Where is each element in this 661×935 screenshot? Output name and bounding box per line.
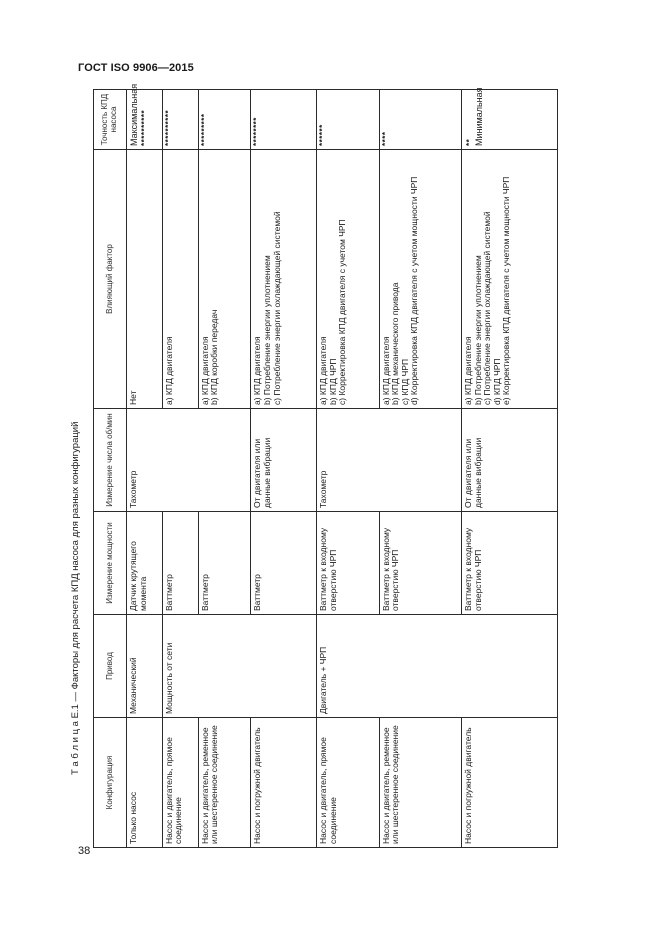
page-number: 38	[78, 845, 91, 857]
factor-item: a) КПД двигателя	[380, 336, 391, 405]
cell-config: Насос и погружной двигатель	[251, 718, 317, 848]
cell-speed: Тахометр	[127, 409, 251, 512]
factor-item: a) КПД двигателя	[463, 336, 474, 405]
cell-factor	[198, 150, 251, 409]
document-header: ГОСТ ISO 9906—2015	[78, 62, 194, 74]
table-row	[251, 90, 317, 848]
cell-power: Ваттметр	[198, 512, 251, 615]
cell-drive: Мощность от сети	[162, 615, 316, 718]
accuracy-stars: ******	[317, 90, 379, 150]
accuracy-stars: ****	[379, 90, 462, 150]
col-header-factor: Влияющий фактор	[94, 150, 127, 409]
cell-factor: a) КПД двигателя	[162, 150, 198, 409]
table-caption: Т а б л и ц а Е.1 — Факторы для расчета КПД насоса для разных конфигураций	[70, 421, 81, 775]
factor-item: c) Потребление энергии охлаждающей системой	[482, 211, 493, 405]
cell-config: Насос и погружной двигатель	[462, 718, 558, 848]
col-header-config: Конфигурация	[94, 718, 127, 848]
factor-item: b) КПД ЧРП	[327, 358, 338, 405]
cell-power: Ваттметр	[251, 512, 317, 615]
col-header-speed: Измерение числа об/мин	[94, 409, 127, 512]
cell-config: Только насос	[127, 718, 163, 848]
cell-factor	[251, 150, 317, 409]
cell-factor	[317, 150, 379, 409]
rotated-table-block	[70, 83, 560, 848]
cell-speed: От двигателя или данные вибрации	[251, 409, 317, 512]
factor-item: b) Потребление энергии уплотнением	[262, 255, 272, 405]
factor-item: a) КПД двигателя	[318, 336, 329, 405]
cell-accuracy	[127, 83, 163, 150]
factor-item: b) Потребление энергии уплотнением	[472, 255, 483, 405]
accuracy-stars: **********	[140, 109, 150, 146]
factor-item: d) КПД ЧРП	[491, 358, 502, 405]
cell-factor: Нет	[127, 150, 163, 409]
factors-table	[93, 83, 558, 848]
factor-item: a) КПД двигателя	[199, 336, 210, 405]
cell-speed: Тахометр	[317, 409, 462, 512]
cell-config: Насос и двигатель, прямое соединение	[162, 718, 198, 848]
cell-power: Ваттметр к входному отверстию ЧРП	[317, 512, 379, 615]
table-row	[317, 90, 379, 848]
cell-power: Ваттметр	[162, 512, 198, 615]
factor-item: c) Корректировка КПД двигателя с учетом ЧРП	[337, 219, 348, 405]
factor-item: e) Корректировка КПД двигателя с учетом мощности ЧРП	[501, 176, 512, 405]
table-row	[462, 90, 558, 848]
accuracy-min-label: Минимальная	[474, 87, 485, 146]
cell-config: Насос и двигатель, прямое соединение	[317, 718, 379, 848]
col-header-accuracy: Точность КПД насоса	[94, 90, 127, 150]
cell-config: Насос и двигатель, ременное или шестеренное соединение	[198, 718, 251, 848]
cell-drive: Механический	[127, 615, 163, 718]
table-row	[127, 90, 163, 848]
cell-power: Датчик крутящего момента	[127, 512, 163, 615]
factor-item: b) КПД коробки передач	[209, 309, 220, 405]
accuracy-max-label: Максимальная	[129, 83, 139, 146]
factor-item: a) КПД двигателя	[252, 336, 263, 405]
factor-item: c) Потребление энергии охлаждающей системой	[271, 211, 282, 405]
col-header-power: Измерение мощности	[94, 512, 127, 615]
cell-config: Насос и двигатель, ременное или шестеренное соединение	[379, 718, 462, 848]
col-header-drive: Привод	[94, 615, 127, 718]
accuracy-stars: *********	[198, 90, 251, 150]
cell-drive: Двигатель + ЧРП	[317, 615, 558, 718]
cell-factor	[462, 150, 558, 409]
cell-power: Ваттметр к входному отверстию ЧРП	[462, 512, 558, 615]
accuracy-stars: ********	[251, 90, 317, 150]
cell-speed: От двигателя или данные вибрации	[462, 409, 558, 512]
cell-factor	[379, 150, 462, 409]
cell-accuracy	[462, 87, 558, 150]
factor-item: d) Корректировка КПД двигателя с учетом мощности ЧРП	[409, 176, 420, 405]
accuracy-stars: **********	[162, 90, 198, 150]
factor-item: b) КПД механического привода	[390, 282, 401, 405]
accuracy-stars: **	[465, 138, 475, 146]
factor-item: c) КПД ЧРП	[399, 358, 410, 405]
cell-power: Ваттметр к входному отверстию ЧРП	[379, 512, 462, 615]
